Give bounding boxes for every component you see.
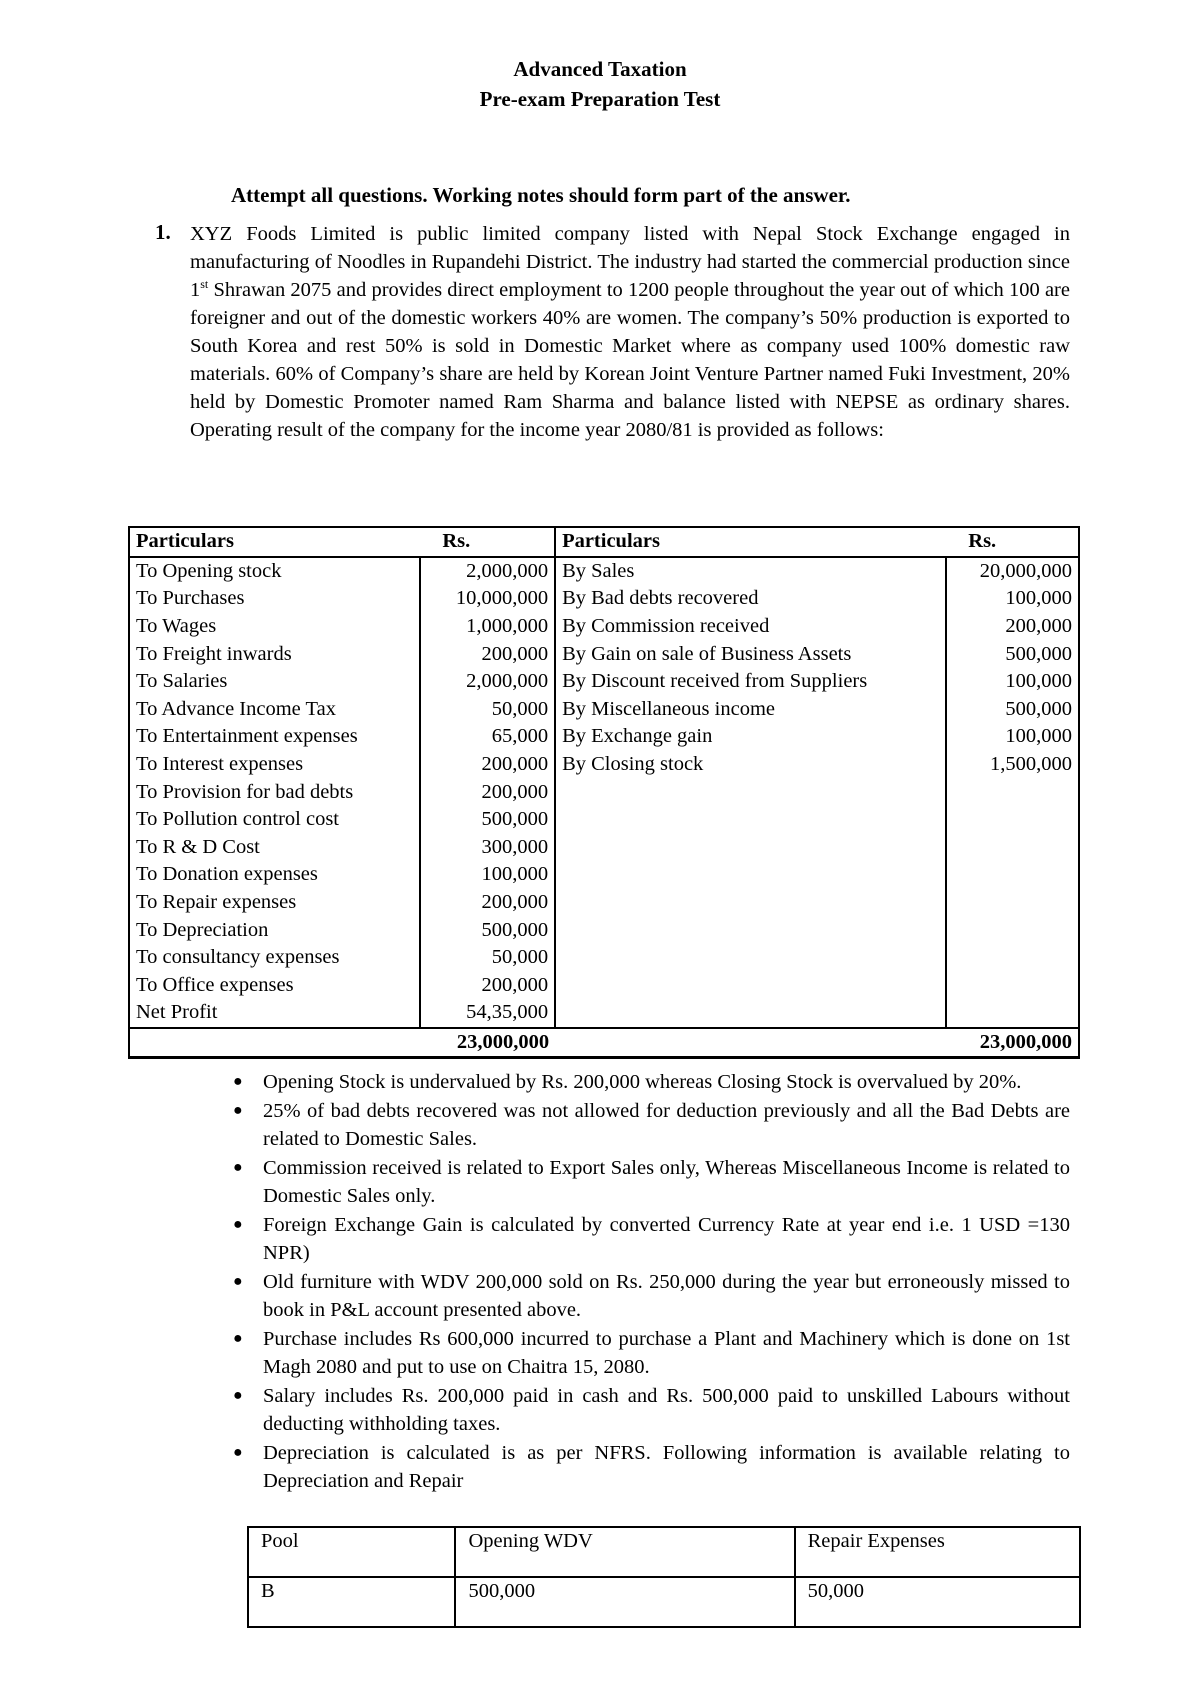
pl-debit-particular: To Depreciation: [129, 916, 420, 944]
pl-row: [129, 723, 1079, 751]
depreciation-cell-repair: 50,000: [795, 1577, 1080, 1627]
pl-total-debit: 23,000,000: [420, 1028, 555, 1058]
pl-credit-amount: 500,000: [946, 696, 1079, 724]
pl-credit-amount: [946, 834, 1079, 862]
pl-row: [129, 696, 1079, 724]
depreciation-table: [247, 1526, 1081, 1628]
note-text: 25% of bad debts recovered was not allowed for deduction previously and all the Bad Debts are related to Domestic Sales.: [263, 1099, 1070, 1150]
pl-credit-particular: By Commission received: [555, 613, 946, 641]
pl-header-rs-credit: Rs.: [946, 527, 1079, 557]
pl-credit-particular: [555, 806, 946, 834]
pl-credit-particular: [555, 972, 946, 1000]
pl-debit-amount: 200,000: [420, 778, 555, 806]
notes-list: [228, 1068, 1070, 1496]
bullet-icon: ●: [233, 1215, 243, 1233]
document-subtitle: Pre-exam Preparation Test: [479, 87, 721, 111]
pl-row: [129, 834, 1079, 862]
pl-credit-amount: [946, 999, 1079, 1028]
pl-credit-amount: [946, 889, 1079, 917]
pl-debit-particular: To Pollution control cost: [129, 806, 420, 834]
pl-debit-particular: To consultancy expenses: [129, 944, 420, 972]
pl-credit-amount: 100,000: [946, 723, 1079, 751]
pl-credit-particular: [555, 944, 946, 972]
pl-debit-amount: 10,000,000: [420, 585, 555, 613]
pl-credit-particular: [555, 861, 946, 889]
note-item: [233, 1325, 1070, 1382]
pl-debit-amount: 2,000,000: [420, 668, 555, 696]
pl-debit-amount: 500,000: [420, 806, 555, 834]
pl-credit-particular: By Exchange gain: [555, 723, 946, 751]
pl-credit-particular: [555, 999, 946, 1028]
pl-debit-amount: 100,000: [420, 861, 555, 889]
pl-debit-amount: 2,000,000: [420, 557, 555, 586]
pl-row: [129, 640, 1079, 668]
note-text: Old furniture with WDV 200,000 sold on Rs. 250,000 during the year but erroneously missed to book in P&L account presented above.: [263, 1270, 1070, 1321]
depreciation-header-pool: Pool: [248, 1527, 455, 1577]
depreciation-cell-pool: B: [248, 1577, 455, 1627]
question-text-part-2: Shrawan 2075 and provides direct employment to 1200 people throughout the year out of which 100 are foreigner and out of the domestic workers 40% are women. The company’s 50% production is exported to South Korea and rest 50% is sold in Domestic Market where as company used 100% domestic raw materials. 60% of Company’s share are held by Korean Joint Venture Partner named Fuki Investment, 20% held by Domestic Promoter named Ram Sharma and balance listed with NEPSE as ordinary shares. Operating result of the company for the income year 2080/81 is provided as follows:: [190, 279, 1070, 441]
pl-debit-amount: 300,000: [420, 834, 555, 862]
pl-row: [129, 861, 1079, 889]
pl-total-row: [129, 1028, 1079, 1058]
pl-debit-amount: 1,000,000: [420, 613, 555, 641]
profit-loss-account-table: [128, 526, 1080, 1059]
pl-credit-particular: By Miscellaneous income: [555, 696, 946, 724]
pl-credit-amount: [946, 778, 1079, 806]
pl-debit-particular: To Wages: [129, 613, 420, 641]
pl-row: [129, 613, 1079, 641]
note-item: [233, 1382, 1070, 1439]
question-number: 1.: [155, 220, 171, 244]
pl-credit-amount: 200,000: [946, 613, 1079, 641]
note-text: Opening Stock is undervalued by Rs. 200,000 whereas Closing Stock is overvalued by 20%.: [263, 1071, 1022, 1093]
pl-total-credit-label: [555, 1028, 946, 1058]
pl-row: [129, 668, 1079, 696]
ordinal-suffix: st: [200, 277, 209, 292]
note-text: Depreciation is calculated is as per NFRS. Following information is available relating to Depreciation and Repair: [263, 1441, 1070, 1492]
pl-credit-amount: 500,000: [946, 640, 1079, 668]
pl-row: [129, 889, 1079, 917]
pl-credit-particular: [555, 916, 946, 944]
bullet-icon: ●: [233, 1158, 243, 1176]
pl-debit-particular: To Interest expenses: [129, 751, 420, 779]
pl-debit-amount: 50,000: [420, 944, 555, 972]
depreciation-cell-opening-wdv: 500,000: [455, 1577, 794, 1627]
pl-credit-particular: [555, 778, 946, 806]
note-item: [233, 1268, 1070, 1325]
pl-credit-particular: [555, 834, 946, 862]
depreciation-row: [248, 1577, 1080, 1627]
question-text-part-1: XYZ Foods Limited is public limited company listed with Nepal Stock Exchange engaged in manufacturing of Noodles in Rupandehi District. The industry had started the commercial production since 1: [190, 223, 1070, 301]
pl-credit-amount: 1,500,000: [946, 751, 1079, 779]
pl-debit-particular: To Provision for bad debts: [129, 778, 420, 806]
document-title: Advanced Taxation: [513, 57, 687, 81]
pl-debit-particular: To Repair expenses: [129, 889, 420, 917]
pl-row: [129, 999, 1079, 1028]
pl-credit-particular: By Bad debts recovered: [555, 585, 946, 613]
pl-credit-particular: By Gain on sale of Business Assets: [555, 640, 946, 668]
note-text: Salary includes Rs. 200,000 paid in cash and Rs. 500,000 paid to unskilled Labours without deducting withholding taxes.: [263, 1384, 1070, 1435]
pl-row: [129, 778, 1079, 806]
pl-debit-particular: To Advance Income Tax: [129, 696, 420, 724]
bullet-icon: ●: [233, 1073, 243, 1090]
pl-debit-amount: 200,000: [420, 972, 555, 1000]
pl-credit-particular: By Sales: [555, 557, 946, 586]
pl-credit-amount: [946, 916, 1079, 944]
bullet-icon: ●: [233, 1386, 243, 1404]
pl-row: [129, 585, 1079, 613]
pl-credit-particular: By Closing stock: [555, 751, 946, 779]
question-text: [190, 220, 1070, 444]
depreciation-header-repair: Repair Expenses: [795, 1527, 1080, 1577]
bullet-icon: ●: [233, 1101, 243, 1119]
pl-row: [129, 557, 1079, 586]
pl-debit-particular: To Salaries: [129, 668, 420, 696]
note-item: [233, 1211, 1070, 1268]
note-text: Foreign Exchange Gain is calculated by converted Currency Rate at year end i.e. 1 USD =130 NPR): [263, 1213, 1070, 1264]
pl-table-body: [129, 527, 1079, 1058]
note-text: Purchase includes Rs 600,000 incurred to purchase a Plant and Machinery which is done on 1st Magh 2080 and put to use on Chaitra 15, 2080.: [263, 1327, 1070, 1378]
pl-credit-amount: [946, 972, 1079, 1000]
note-item: [233, 1154, 1070, 1211]
depreciation-header-row: [248, 1527, 1080, 1577]
pl-row: [129, 944, 1079, 972]
pl-debit-amount: 200,000: [420, 751, 555, 779]
note-item: [233, 1439, 1070, 1496]
pl-credit-amount: 20,000,000: [946, 557, 1079, 586]
pl-debit-amount: 200,000: [420, 889, 555, 917]
pl-credit-amount: [946, 806, 1079, 834]
pl-debit-particular: To Donation expenses: [129, 861, 420, 889]
pl-credit-amount: 100,000: [946, 668, 1079, 696]
bullet-icon: ●: [233, 1272, 243, 1290]
instructions: Attempt all questions. Working notes should form part of the answer.: [231, 183, 851, 207]
pl-total-credit: 23,000,000: [946, 1028, 1079, 1058]
bullet-icon: ●: [233, 1443, 243, 1461]
note-text: Commission received is related to Export Sales only, Whereas Miscellaneous Income is related to Domestic Sales only.: [263, 1156, 1070, 1207]
pl-debit-amount: 54,35,000: [420, 999, 555, 1028]
pl-header-rs-debit: Rs.: [420, 527, 555, 557]
bullet-icon: ●: [233, 1329, 243, 1347]
pl-credit-amount: [946, 861, 1079, 889]
pl-header-particulars-credit: Particulars: [555, 527, 946, 557]
pl-total-debit-label: [129, 1028, 420, 1058]
pl-debit-amount: 50,000: [420, 696, 555, 724]
depreciation-header-opening-wdv: Opening WDV: [455, 1527, 794, 1577]
pl-header-particulars-debit: Particulars: [129, 527, 420, 557]
pl-debit-particular: To Entertainment expenses: [129, 723, 420, 751]
pl-credit-particular: [555, 889, 946, 917]
pl-debit-particular: To R & D Cost: [129, 834, 420, 862]
note-item: [233, 1068, 1070, 1097]
pl-debit-amount: 65,000: [420, 723, 555, 751]
pl-debit-particular: To Opening stock: [129, 557, 420, 586]
pl-debit-particular: To Freight inwards: [129, 640, 420, 668]
pl-row: [129, 916, 1079, 944]
pl-credit-amount: [946, 944, 1079, 972]
pl-credit-amount: 100,000: [946, 585, 1079, 613]
note-item: [233, 1097, 1070, 1154]
pl-debit-amount: 500,000: [420, 916, 555, 944]
pl-header-row: [129, 527, 1079, 557]
pl-debit-particular: To Office expenses: [129, 972, 420, 1000]
pl-debit-particular: Net Profit: [129, 999, 420, 1028]
pl-debit-amount: 200,000: [420, 640, 555, 668]
pl-row: [129, 806, 1079, 834]
pl-credit-particular: By Discount received from Suppliers: [555, 668, 946, 696]
pl-row: [129, 972, 1079, 1000]
pl-debit-particular: To Purchases: [129, 585, 420, 613]
pl-row: [129, 751, 1079, 779]
